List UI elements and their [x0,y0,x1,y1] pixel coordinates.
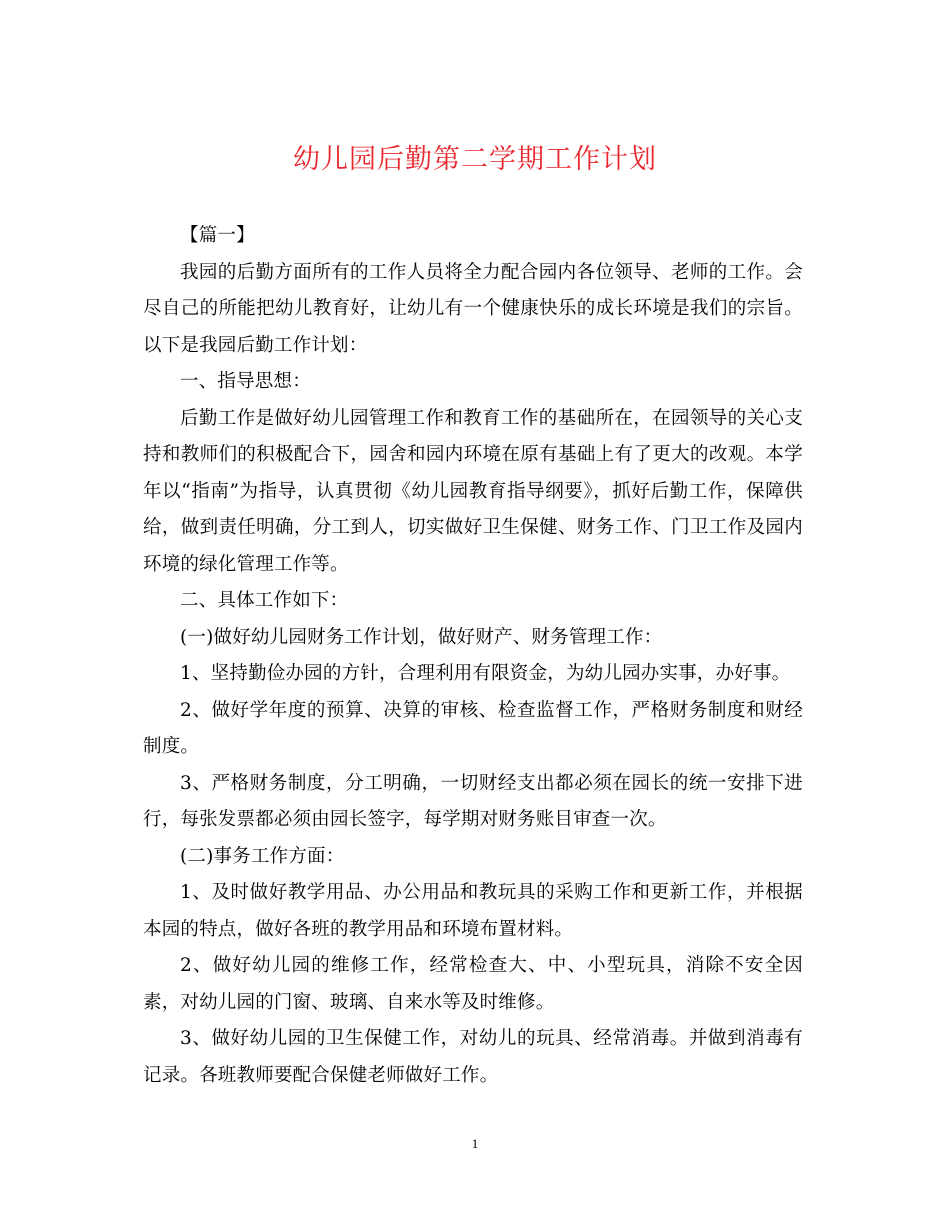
affairs-item-3: 3、做好幼儿园的卫生保健工作，对幼儿的玩具、经常消毒。并做到消毒有记录。各班教师要配合保健老师做好工作。 [143,1028,803,1086]
finance-item-1: 1、坚持勤俭办园的方针，合理利用有限资金，为幼儿园办实事，办好事。 [180,663,791,684]
section-heading-part-one: 【篇一】 [180,225,255,246]
subheading-finance-work: (一)做好幼儿园财务工作计划，做好财产、财务管理工作： [180,626,663,648]
affairs-item-1: 1、及时做好教学用品、办公用品和教玩具的采购工作和更新工作，并根据本园的特点，做好各班的教学用品和环境布置材料。 [143,882,803,940]
finance-item-2: 2、做好学年度的预算、决算的审核、检查监督工作，严格财务制度和财经制度。 [143,699,803,757]
document-body [143,218,803,1094]
finance-item-3: 3、严格财务制度，分工明确，一切财经支出都必须在园长的统一安排下进行，每张发票都必须由园长签字，每学期对财务账目审查一次。 [143,772,803,830]
guiding-principles-paragraph: 后勤工作是做好幼儿园管理工作和教育工作的基础所在，在园领导的关心支持和教师们的积极配合下，园舍和园内环境在原有基础上有了更大的改观。本学年以“指南”为指导，认真贯彻《幼儿园教育指导纲要》，抓好后勤工作，保障供给，做到责任明确，分工到人，切实做好卫生保健、财务工作、门卫工作及园内环境的绿化管理工作等。 [143,407,803,575]
page-number: 1 [471,1136,479,1151]
subheading-affairs-work: (二)事务工作方面： [180,845,345,867]
document-title: 幼儿园后勤第二学期工作计划 [293,144,657,175]
heading-specific-work: 二、具体工作如下： [180,590,349,611]
intro-paragraph: 我园的后勤方面所有的工作人员将全力配合园内各位领导、老师的工作。会尽自己的所能把幼儿教育好，让幼儿有一个健康快乐的成长环境是我们的宗旨。以下是我园后勤工作计划： [143,261,803,356]
heading-guiding-principles: 一、指导思想： [180,371,311,392]
affairs-item-2: 2、做好幼儿园的维修工作，经常检查大、中、小型玩具，消除不安全因素，对幼儿园的门窗、玻璃、自来水等及时维修。 [143,955,803,1013]
